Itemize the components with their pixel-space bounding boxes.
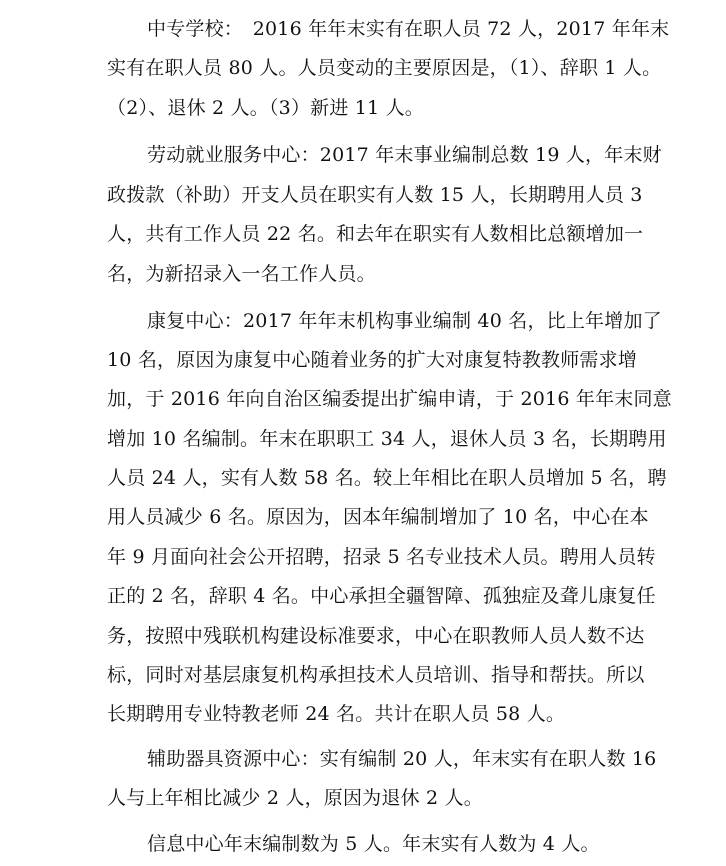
text-line: 务，按照中残联机构建设标准要求，中心在职教师人员人数不达 bbox=[107, 625, 645, 647]
text-line: 年 9 月面向社会公开招聘，招录 5 名专业技术人员。聘用人员转 bbox=[107, 546, 656, 568]
text-line: 人员 24 人，实有人数 58 名。较上年相比在职人员增加 5 名，聘 bbox=[107, 467, 667, 489]
text-line: 人，共有工作人员 22 名。和去年在职实有人数相比总额增加一 bbox=[107, 223, 644, 245]
text-line: （2）、退休 2 人。（3）新进 11 人。 bbox=[107, 97, 425, 119]
text-line: 辅助器具资源中心：实有编制 20 人，年末实有在职人数 16 bbox=[147, 748, 657, 770]
text-line: 实有在职人员 80 人。人员变动的主要原因是，（1）、辞职 1 人。 bbox=[107, 57, 662, 79]
text-line: 长期聘用专业特教老师 24 名。共计在职人员 58 人。 bbox=[107, 703, 566, 725]
text-line: 政拨款（补助）开支人员在职实有人数 15 人，长期聘用人员 3 bbox=[107, 184, 643, 206]
text-line: 中专学校： 2016 年年末实有在职人员 72 人，2017 年年末 bbox=[147, 18, 670, 40]
text-line: 正的 2 名，辞职 4 名。中心承担全疆智障、孤独症及聋儿康复任 bbox=[107, 585, 656, 607]
text-line: 名，为新招录入一名工作人员。 bbox=[107, 263, 376, 285]
text-line: 加，于 2016 年向自治区编委提出扩编申请，于 2016 年年末同意 bbox=[107, 388, 672, 410]
text-line: 10 名，原因为康复中心随着业务的扩大对康复特教教师需求增 bbox=[107, 349, 638, 371]
text-line: 人与上年相比减少 2 人，原因为退休 2 人。 bbox=[107, 787, 483, 809]
text-line: 劳动就业服务中心：2017 年末事业编制总数 19 人，年末财 bbox=[147, 144, 662, 166]
text-line: 增加 10 名编制。年末在职职工 34 人，退休人员 3 名，长期聘用 bbox=[107, 428, 667, 450]
text-line: 标，同时对基层康复机构承担技术人员培训、指导和帮扶。所以 bbox=[107, 664, 645, 686]
text-line: 信息中心年末编制数为 5 人。年末实有人数为 4 人。 bbox=[147, 833, 600, 855]
text-line: 康复中心：2017 年年末机构事业编制 40 名，比上年增加了 bbox=[147, 310, 662, 332]
text-line: 用人员减少 6 名。原因为，因本年编制增加了 10 名，中心在本 bbox=[107, 506, 649, 528]
